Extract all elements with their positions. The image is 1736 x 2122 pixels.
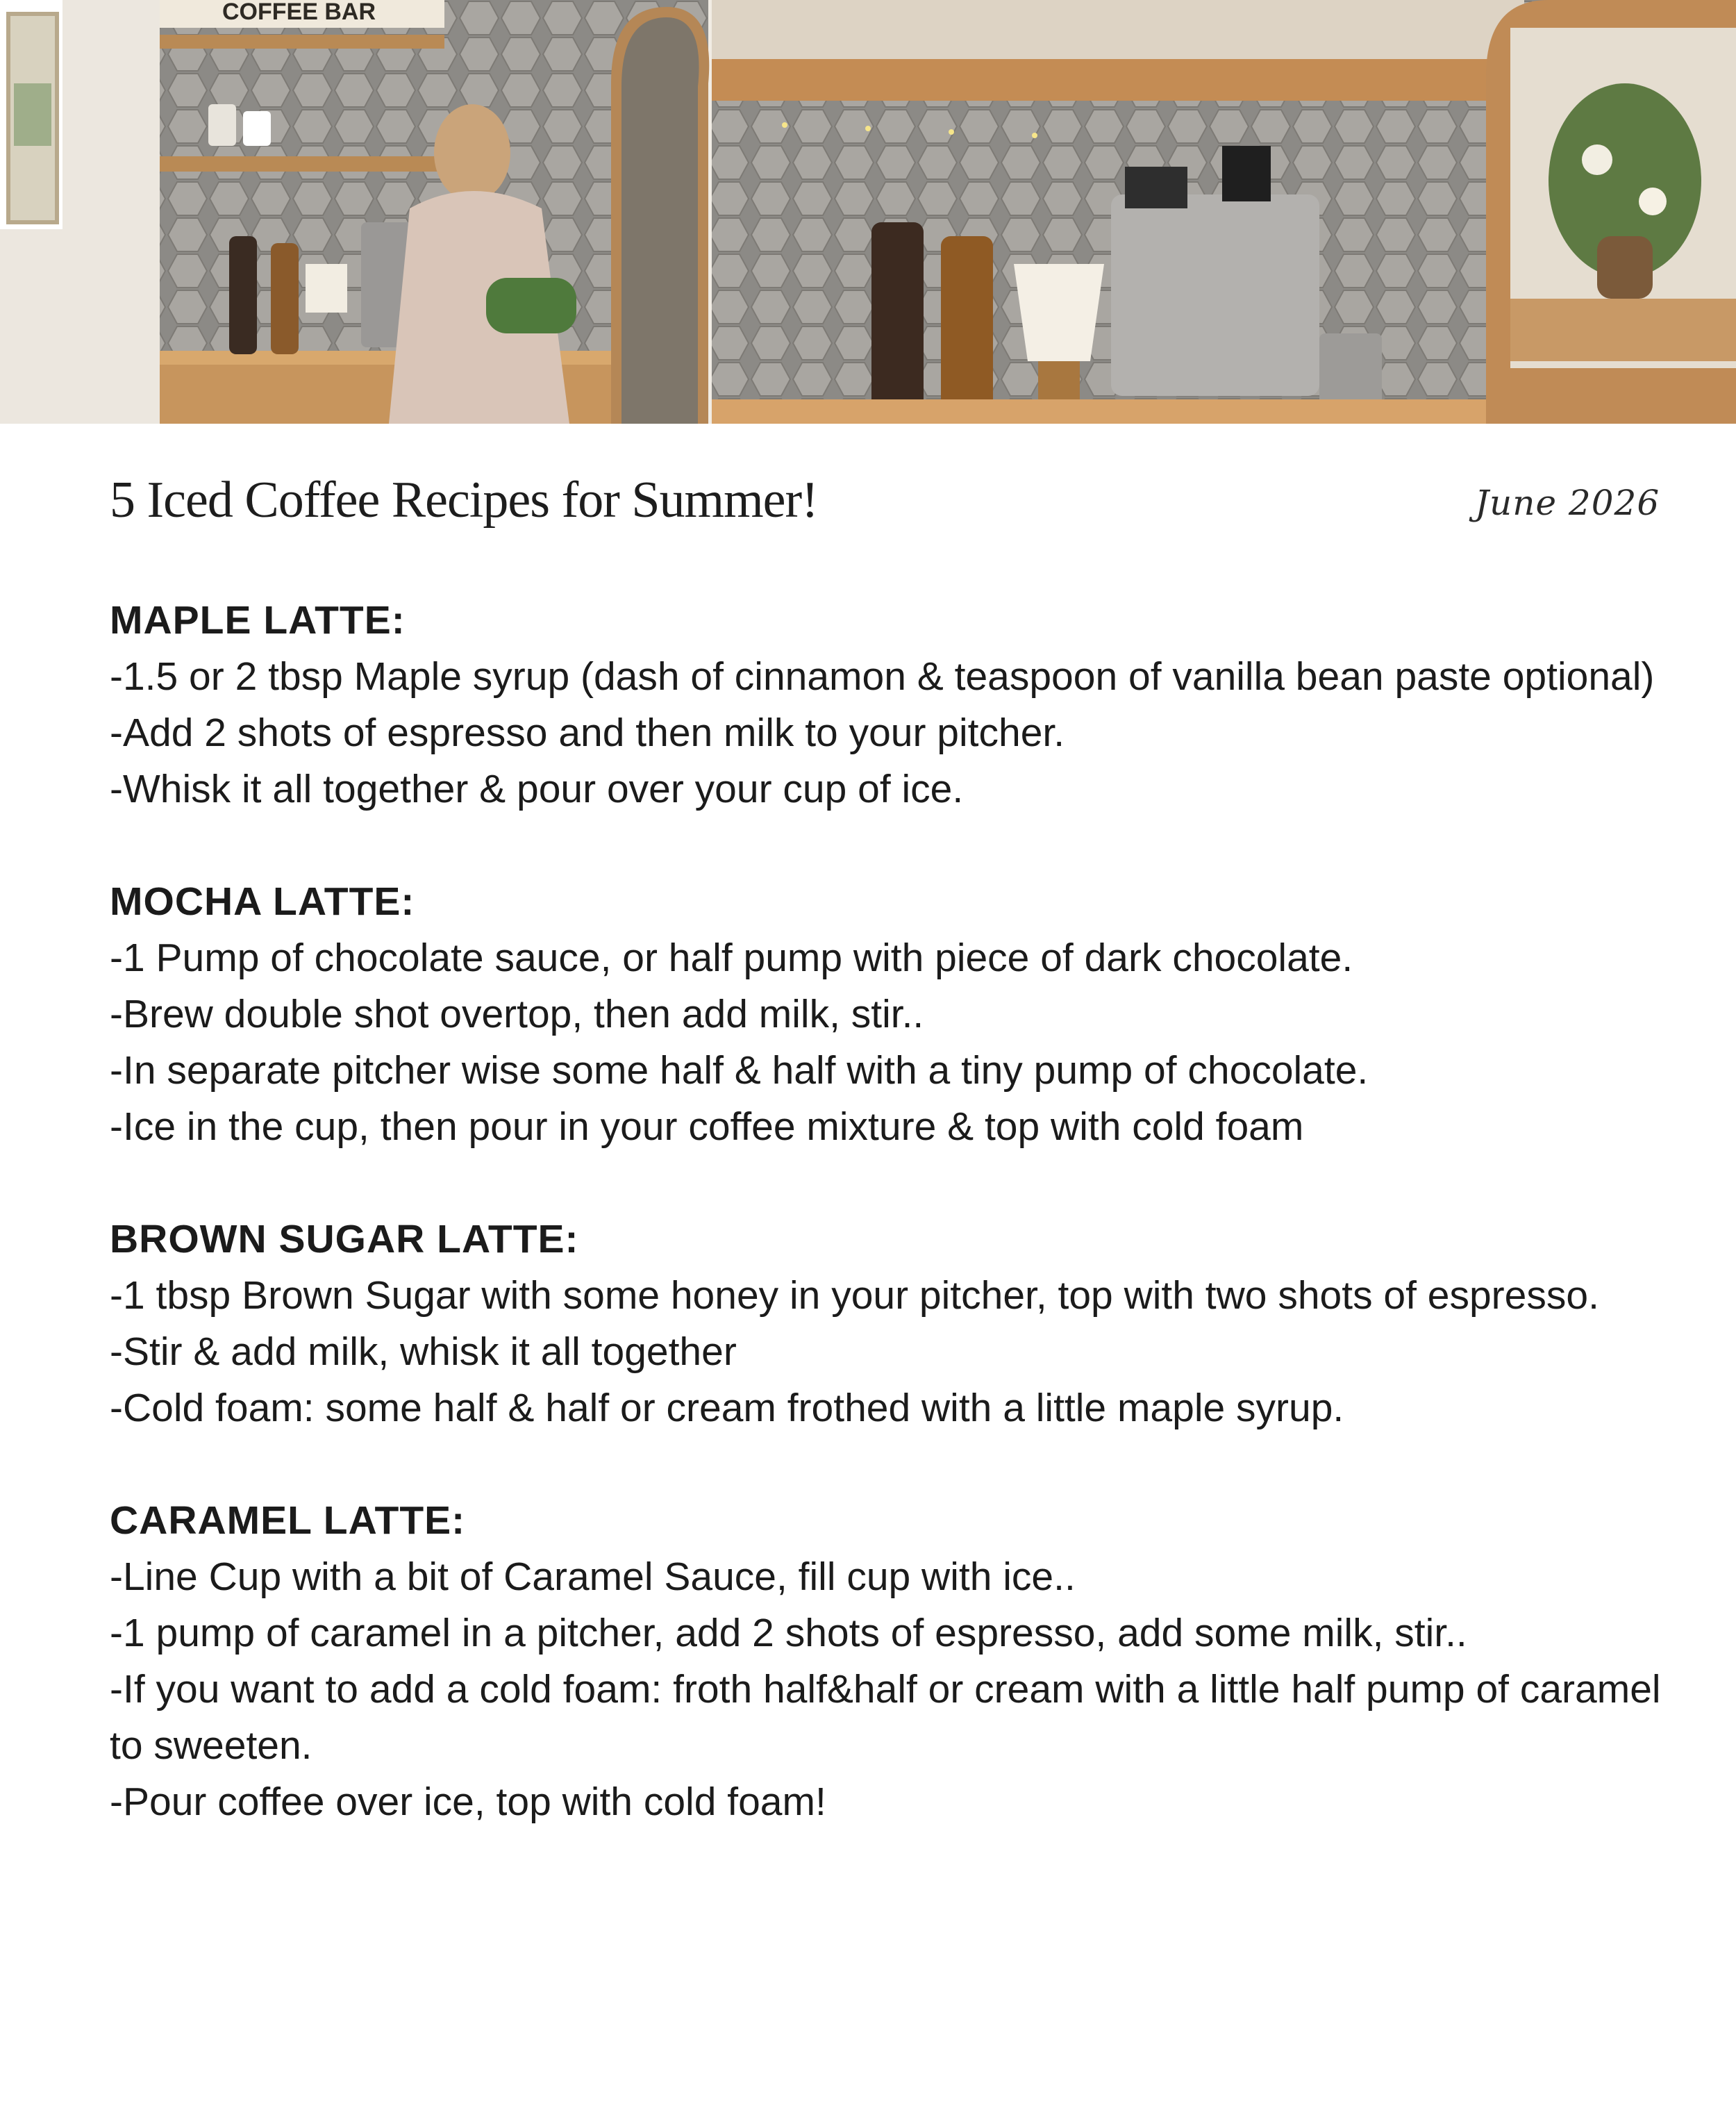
recipe-heading: CARAMEL LATTE: [110, 1498, 466, 1543]
recipe-step: -Line Cup with a bit of Caramel Sauce, fill cup with ice.. [110, 1555, 1076, 1599]
right-photo [712, 0, 1736, 424]
header-photo-banner [0, 0, 1736, 424]
recipe-step: -Brew double shot overtop, then add milk, stir.. [110, 992, 924, 1036]
recipe-section-maple-latte [110, 592, 1686, 818]
recipe-step: -If you want to add a cold foam: froth half&half or cream with a little half pump of caramel to sweeten. [110, 1667, 1661, 1768]
recipe-section-caramel-latte [110, 1493, 1686, 1830]
recipe-heading: MAPLE LATTE: [110, 598, 406, 643]
recipe-step: -1.5 or 2 tbsp Maple syrup (dash of cinnamon & teaspoon of vanilla bean paste optional) [110, 654, 1655, 699]
recipe-step: -Add 2 shots of espresso and then milk to your pitcher. [110, 711, 1065, 755]
recipe-section-brown-sugar-latte [110, 1211, 1686, 1436]
recipe-step: -Ice in the cup, then pour in your coffee mixture & top with cold foam [110, 1104, 1304, 1149]
banner-sign-text: COFFEE BAR [222, 0, 376, 25]
recipe-step: -Stir & add milk, whisk it all together [110, 1329, 737, 1374]
recipe-step: -Whisk it all together & pour over your cup of ice. [110, 767, 964, 811]
recipe-heading: BROWN SUGAR LATTE: [110, 1217, 579, 1261]
recipe-step: -Pour coffee over ice, top with cold foam! [110, 1780, 826, 1824]
left-photo [0, 0, 709, 424]
recipe-step: -In separate pitcher wise some half & half with a tiny pump of chocolate. [110, 1048, 1369, 1093]
recipe-step: -1 Pump of chocolate sauce, or half pump with piece of dark chocolate. [110, 936, 1353, 980]
recipe-step: -Cold foam: some half & half or cream frothed with a little maple syrup. [110, 1386, 1344, 1430]
recipe-step: -1 pump of caramel in a pitcher, add 2 shots of espresso, add some milk, stir.. [110, 1611, 1467, 1655]
recipe-list [110, 592, 1686, 1887]
recipe-heading: MOCHA LATTE: [110, 879, 415, 924]
date-label: June 2026 [1475, 483, 1660, 523]
page-title: 5 Iced Coffee Recipes for Summer! [110, 472, 818, 529]
recipe-section-mocha-latte [110, 874, 1686, 1155]
recipe-step: -1 tbsp Brown Sugar with some honey in your pitcher, top with two shots of espresso. [110, 1273, 1599, 1318]
coffee-bar-photo [0, 0, 1736, 424]
